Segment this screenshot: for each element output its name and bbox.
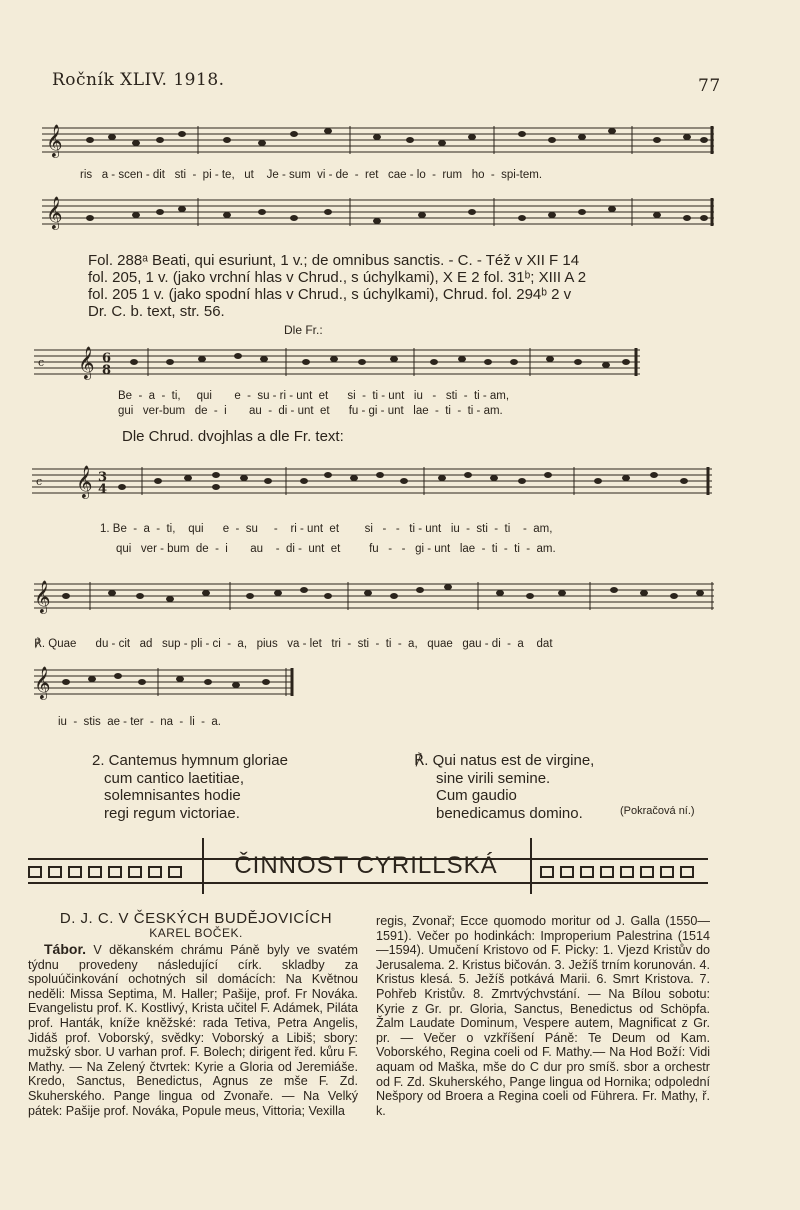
- music-2-label: Dle Fr.:: [284, 323, 323, 337]
- article-right-column: regis, Zvonař; Ecce quomodo moritur od J. Galla (1550—1591). Večer po hodinkách: Improperium Palestrina (1514—1594). Umučení Kristovo od F. Picky: 1. Vjezd Kristův do Jerusalema. 2. Kristus bičován. 3. Ježíš trním korunován. 4. Kristus klesá. 5. Ježíš potkává Marii. 6. Smrt Kristova. 7. Pohřeb Kristův. 8. Zmrtvýchvstání. — Na Bílou sobotu: Kyrie z Gr. pr. Gloria, Sanctus, Benedictus od Schöpfa. Žalm Laudate Dominum, Vespere autem, Magnificat z Gr. pr. — Večer o vzkříšení Páně: Te Deum od Kam. Voborského, Regina coeli od F. Mathy.— Na Hod Boží: Vidi aquam od Maška, mše do C dur pro smíš. sbor a orchestr od F. Zd. Skuherského, Pange lingua od Hornika; odpolední Nešpory od Broera a Regina coeli od Führera. Fr. Mathy, ř. k.: [376, 914, 710, 1118]
- page-number: 77: [698, 76, 721, 96]
- music-4-lyrics: ℟. Quae du - cit ad sup - pli - ci - a, pius va - let tri - sti - ti - a, quae gau - di - a dat: [34, 638, 553, 650]
- svg-text:𝄞: 𝄞: [78, 346, 95, 379]
- fol-line-4: Dr. C. b. text, str. 56.: [88, 303, 225, 320]
- fol-line-1: Fol. 288ᵃ Beati, qui esuriunt, 1 v.; de omnibus sanctis. - C. - Též v XII F 14: [88, 252, 580, 269]
- music-3-label: Dle Chrud. dvojhlas a dle Fr. text:: [122, 428, 344, 445]
- staff-1b: [42, 196, 714, 230]
- section-title: ČINNOST CYRILLSKÁ: [234, 852, 498, 879]
- hymn-left-line: 2. Cantemus hymnum gloriae: [92, 752, 288, 769]
- music-5-lyrics: iu - stis ae - ter - na - li - a.: [58, 716, 221, 728]
- banner-squares-left: [28, 863, 188, 882]
- svg-text:6: 6: [102, 351, 112, 366]
- music-system-3: [28, 455, 718, 525]
- svg-text:𝄞: 𝄞: [34, 666, 51, 699]
- music-1-lyrics: ris a - scen - dit sti - pi - te, ut Je - sum vi - de - ret cae - lo - rum ho - spi-tem.: [80, 169, 543, 181]
- music-3-lyrics-2: qui ver - bum de - i au - di - unt et fu - - gi - unt lae - ti - ti - am.: [116, 543, 556, 555]
- svg-text:4: 4: [98, 482, 108, 497]
- svg-text:𝄞: 𝄞: [76, 465, 93, 498]
- svg-text:c: c: [36, 475, 43, 488]
- article-lead-word: Tábor.: [44, 941, 87, 957]
- hymn-right-line: sine virili semine.: [436, 769, 551, 787]
- svg-text:8: 8: [102, 363, 112, 378]
- music-2-lyrics-2: gui ver-bum de - i au - di - unt et fu - gi - unt lae - ti - ti - am.: [118, 405, 503, 417]
- music-system-5: [30, 660, 300, 710]
- music-system-4: [30, 574, 720, 630]
- svg-text:𝄞: 𝄞: [46, 196, 63, 229]
- fol-line-2: fol. 205, 1 v. (jako vrchní hlas v Chrud., s úchylkami), X E 2 fol. 31ᵇ; XIII A 2: [88, 269, 587, 286]
- music-system-2: [30, 340, 650, 382]
- hymn-right-line: benedicamus domino.: [436, 804, 583, 822]
- hymn-left: [92, 752, 288, 822]
- hymn-left-line: regi regum victoriae.: [104, 804, 240, 822]
- hymn-left-line: solemnisantes hodie: [104, 787, 241, 804]
- fol-paragraph: [88, 252, 728, 320]
- article-title: D. J. C. V ČESKÝCH BUDĚJOVICÍCH: [59, 910, 333, 927]
- continued-note: (Pokračová ní.): [620, 805, 695, 817]
- svg-text:𝄞: 𝄞: [46, 124, 63, 157]
- hymn-right: [414, 752, 594, 822]
- svg-text:c: c: [38, 356, 45, 369]
- hymn-left-line: cum cantico laetitiae,: [104, 769, 245, 787]
- hymn-right-line: Cum gaudio: [436, 787, 517, 804]
- banner-rule-bottom: [28, 882, 708, 884]
- hymn-right-line: ℟. Qui natus est de virgine,: [414, 752, 595, 769]
- music-3-lyrics-1: 1. Be - a - ti, qui e - su - ri - unt et si - - ti - unt iu - sti - ti - am,: [100, 523, 553, 535]
- music-2-lyrics-1: Be - a - ti, qui e - su - ri - unt et si - ti - unt iu - sti - ti - am,: [118, 390, 510, 402]
- article-left-column: [28, 942, 358, 1118]
- article-left-text: V děkanském chrámu Páně byly ve svatém týdnu provedeny následující círk. skladby za spoluúčinkování ochotných sil domácích: Na Květnou neděli: Missa Septima, M. Haller; Pašije, prof. Fr Nováka. Evangelistu prof. K. Kostlivý, Krista učitel F. Adámek, Piláta prof. Hanták, kníže kněžské: rada Tetiva, Petra Angelis, Jidáš prof. Voborský, svědky: Voborský a Libiš; sbory: mužský sbor. U varhan prof. F. Bolech; dirigent řed. kůru F. Mathy. — Na Zelený čtvrtek: Kyrie a Gloria od Jeremiáše. Kredo, Sanctus, Benedictus, Agnus ze mše F. Zd. Skuherského. Pange lingua od Zvonaře. — Na Velký pátek: Pašije prof. Nováka, Popule meus, Vittoria; Vexilla: [28, 943, 358, 1118]
- staff-1a: [42, 124, 714, 158]
- running-header-volume: Ročník XLIV. 1918.: [52, 70, 225, 90]
- article-author: KAREL BOČEK.: [149, 926, 243, 940]
- fol-line-3: fol. 205 1 v. (jako spodní hlas v Chrud., s úchylkami), Chrud. fol. 294ᵇ 2 v: [88, 286, 572, 303]
- banner-squares-right: [540, 863, 700, 882]
- svg-text:3: 3: [98, 470, 108, 485]
- svg-text:𝄞: 𝄞: [34, 580, 51, 613]
